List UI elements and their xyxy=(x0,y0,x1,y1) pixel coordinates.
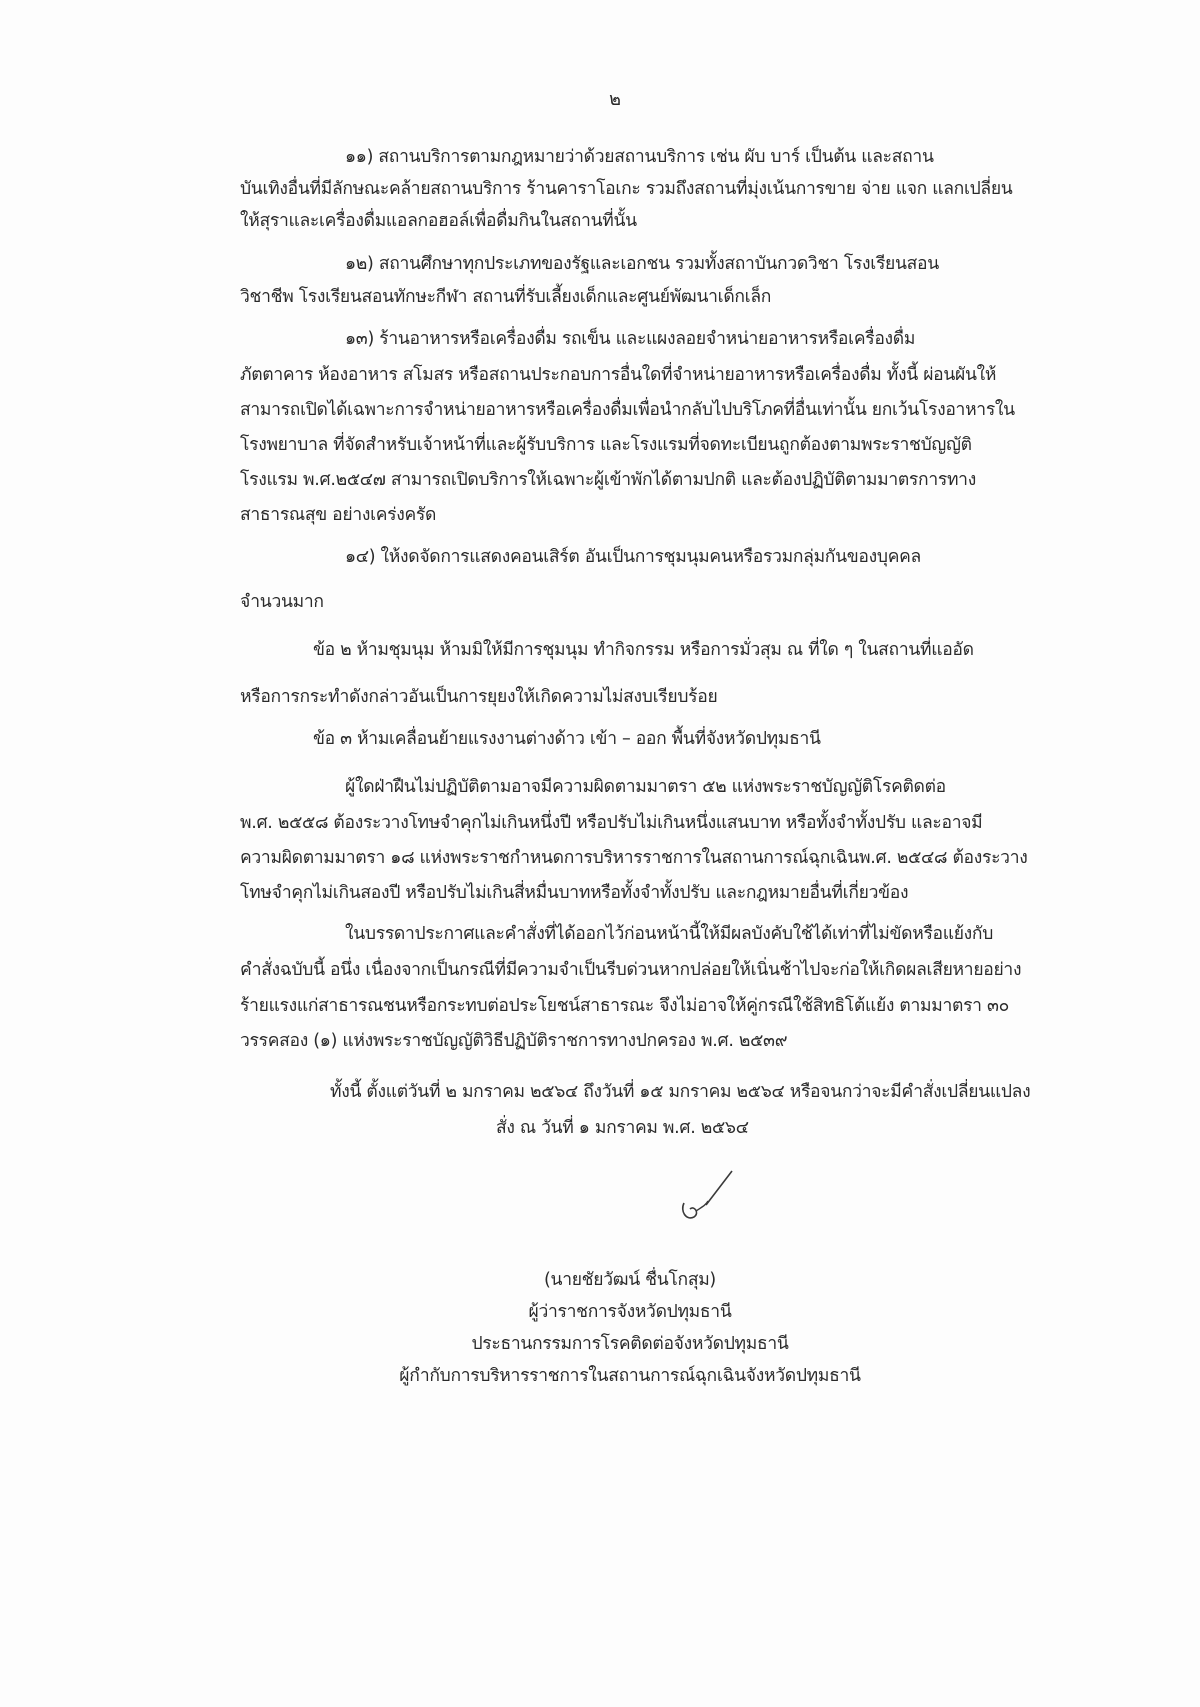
item-13-line-5: โรงแรม พ.ศ.๒๕๔๗ สามารถเปิดบริการให้เฉพาะผู้เข้าพักได้ตามปกติ และต้องปฏิบัติตามมาตรการทาง xyxy=(240,470,976,490)
item-12-line-1: ๑๒) สถานศึกษาทุกประเภทของรัฐและเอกชน รวมทั้งสถาบันกวดวิชา โรงเรียนสอน xyxy=(345,254,939,274)
supersede-line-4: วรรคสอง (๑) แห่งพระราชบัญญัติวิธีปฏิบัติราชการทางปกครอง พ.ศ. ๒๕๓๙ xyxy=(240,1031,788,1051)
supersede-line-3: ร้ายแรงแก่สาธารณชนหรือกระทบต่อประโยชน์สาธารณะ จึงไม่อาจให้คู่กรณีใช้สิทธิโต้แย้ง ตามมาตรา ๓๐ xyxy=(240,996,1009,1016)
item-13-line-1: ๑๓) ร้านอาหารหรือเครื่องดื่ม รถเข็น และแผงลอยจำหน่ายอาหารหรือเครื่องดื่ม xyxy=(345,329,916,349)
clause-2-line-1: ข้อ ๒ ห้ามชุมนุม ห้ามมิให้มีการชุมนุม ทำกิจกรรม หรือการมั่วสุม ณ ที่ใด ๆ ในสถานที่แออัด xyxy=(313,640,974,660)
item-14-line-1: ๑๔) ให้งดจัดการแสดงคอนเสิร์ต อันเป็นการชุมนุมคนหรือรวมกลุ่มกันของบุคคล xyxy=(345,547,921,567)
clause-2-line-2: หรือการกระทำดังกล่าวอันเป็นการยุยงให้เกิดความไม่สงบเรียบร้อย xyxy=(240,687,718,707)
penalty-line-2: พ.ศ. ๒๕๕๘ ต้องระวางโทษจำคุกไม่เกินหนึ่งปี หรือปรับไม่เกินหนึ่งแสนบาท หรือทั้งจำทั้งปรับ และอาจมี xyxy=(240,813,983,833)
item-11-line-3: ให้สุราและเครื่องดื่มแอลกอฮอล์เพื่อดื่มกินในสถานที่นั้น xyxy=(240,211,637,231)
effective-period: ทั้งนี้ ตั้งแต่วันที่ ๒ มกราคม ๒๕๖๔ ถึงวันที่ ๑๕ มกราคม ๒๕๖๔ หรือจนกว่าจะมีคำสั่งเปลี่ยนแปลง xyxy=(330,1082,1031,1102)
supersede-line-2: คำสั่งฉบับนี้ อนึ่ง เนื่องจากเป็นกรณีที่มีความจำเป็นรีบด่วนหากปล่อยให้เนิ่นช้าไปจะก่อให้เกิดผลเสียหายอย่าง xyxy=(240,960,1022,980)
item-14-line-2: จำนวนมาก xyxy=(240,592,324,612)
penalty-line-1: ผู้ใดฝ่าฝืนไม่ปฏิบัติตามอาจมีความผิดตามมาตรา ๕๒ แห่งพระราชบัญญัติโรคติดต่อ xyxy=(345,777,946,797)
signatory-name: (นายชัยวัฒน์ ชื่นโกสุม) xyxy=(544,1270,716,1290)
item-11-line-1: ๑๑) สถานบริการตามกฎหมายว่าด้วยสถานบริการ เช่น ผับ บาร์ เป็นต้น และสถาน xyxy=(345,147,934,167)
penalty-line-4: โทษจำคุกไม่เกินสองปี หรือปรับไม่เกินสี่หมื่นบาทหรือทั้งจำทั้งปรับ และกฎหมายอื่นที่เกี่ยวข้อง xyxy=(240,883,909,903)
signatory-title-3: ผู้กำกับการบริหารราชการในสถานการณ์ฉุกเฉินจังหวัดปทุมธานี xyxy=(399,1366,861,1386)
item-13-line-2: ภัตตาคาร ห้องอาหาร สโมสร หรือสถานประกอบการอื่นใดที่จำหน่ายอาหารหรือเครื่องดื่ม ทั้งนี้ ผ่อนผันให้ xyxy=(240,365,997,385)
clause-3: ข้อ ๓ ห้ามเคลื่อนย้ายแรงงานต่างด้าว เข้า – ออก พื้นที่จังหวัดปทุมธานี xyxy=(313,729,821,749)
signature-mark-icon xyxy=(672,1165,752,1225)
signatory-title-2: ประธานกรรมการโรคติดต่อจังหวัดปทุมธานี xyxy=(471,1334,789,1354)
ordered-date: สั่ง ณ วันที่ ๑ มกราคม พ.ศ. ๒๕๖๔ xyxy=(496,1118,749,1138)
page-number: ๒ xyxy=(609,89,621,110)
supersede-line-1: ในบรรดาประกาศและคำสั่งที่ได้ออกไว้ก่อนหน้านี้ให้มีผลบังคับใช้ได้เท่าที่ไม่ขัดหรือแย้งกับ xyxy=(345,924,994,944)
item-11-line-2: บันเทิงอื่นที่มีลักษณะคล้ายสถานบริการ ร้านคาราโอเกะ รวมถึงสถานที่มุ่งเน้นการขาย จ่าย แจก แลกเปลี่ยน xyxy=(240,179,1013,199)
item-12-line-2: วิชาชีพ โรงเรียนสอนทักษะกีฬา สถานที่รับเลี้ยงเด็กและศูนย์พัฒนาเด็กเล็ก xyxy=(240,287,772,307)
penalty-line-3: ความผิดตามมาตรา ๑๘ แห่งพระราชกำหนดการบริหารราชการในสถานการณ์ฉุกเฉินพ.ศ. ๒๕๔๘ ต้องระวาง xyxy=(240,848,1028,868)
item-13-line-4: โรงพยาบาล ที่จัดสำหรับเจ้าหน้าที่และผู้รับบริการ และโรงแรมที่จดทะเบียนถูกต้องตามพระราชบัญญัติ xyxy=(240,435,972,455)
item-13-line-6: สาธารณสุข อย่างเคร่งครัด xyxy=(240,505,437,525)
signatory-title-1: ผู้ว่าราชการจังหวัดปทุมธานี xyxy=(528,1302,732,1322)
item-13-line-3: สามารถเปิดได้เฉพาะการจำหน่ายอาหารหรือเครื่องดื่มเพื่อนำกลับไปบริโภคที่อื่นเท่านั้น ยกเว้นโรงอาหารใน xyxy=(240,400,1015,420)
